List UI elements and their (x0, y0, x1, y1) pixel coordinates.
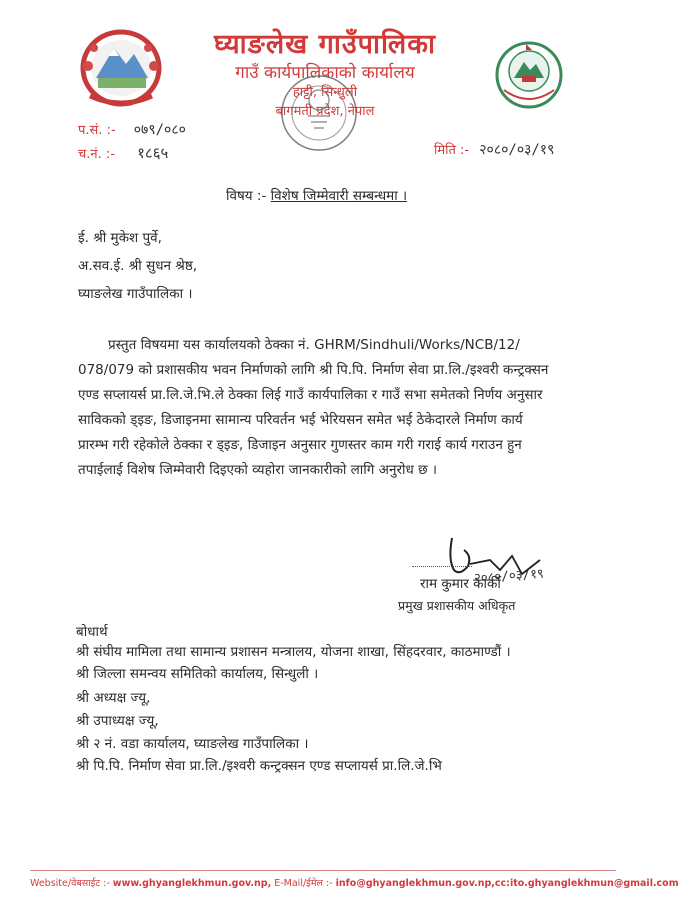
subject-line (226, 186, 407, 204)
cc-item: श्री संघीय मामिला तथा सामान्य प्रशासन मन्त्रालय, योजना शाखा, सिंहदरवार, काठमाण्डौं । (76, 644, 511, 660)
website-link[interactable]: www.ghyanglekhmun.gov.np, (112, 878, 272, 889)
cc-item: श्री पि.पि. निर्माण सेवा प्रा.लि./इश्वरी कन्ट्रक्सन एण्ड सप्लायर्स प्रा.लि.जे.भि (76, 758, 442, 774)
date-row (434, 140, 554, 159)
signature-date: २०८०/०३/१९ (473, 566, 545, 587)
office-seal-icon (278, 72, 360, 154)
municipality-logo-icon (492, 38, 566, 112)
email-label: E-Mail/ईमेल :- (274, 878, 333, 889)
body-line: 078/079 को प्रशासकीय भवन निर्माणको लागि श्री पि.पि. निर्माण सेवा प्रा.लि./इश्वरी कन्ट्रक्सन (78, 362, 549, 378)
cc-title: बोधार्थ (76, 624, 108, 640)
footer-rule (30, 870, 616, 871)
ps-row (78, 120, 186, 139)
body-line: प्रारम्भ गरी रहेकोले ठेक्का र ड्इङ, डिजाइन अनुसार गुणस्तर काम गरी गराई कार्य गराउन हुन (78, 437, 522, 453)
ps-label: प.सं. :- (78, 123, 116, 138)
addressee-1: ई. श्री मुकेश पुर्वे, (78, 230, 162, 246)
subject-label: विषय :- (226, 188, 267, 204)
email-link[interactable]: info@ghyanglekhmun.gov.np,cc:ito.ghyanglekhmun@gmail.com (335, 878, 679, 889)
cc-item: श्री जिल्ला समन्वय समितिको कार्यालय, सिन्धुली । (76, 666, 319, 682)
date-label: मिति :- (434, 143, 470, 158)
body-line: प्रस्तुत विषयमा यस कार्यालयको ठेक्का नं. GHRM/Sindhuli/Works/NCB/12/ (108, 337, 520, 353)
signatory-designation: प्रमुख प्रशासकीय अधिकृत (398, 598, 516, 613)
signatory-name: राम कुमार कार्की (420, 576, 501, 592)
office-subtitle: गाउँ कार्यपालिकाको कार्यालय (235, 63, 415, 83)
office-place: हाट्टी, सिन्धुली (292, 85, 358, 100)
body-line: तपाईलाई विशेष जिम्मेवारी दिइएको व्यहोरा जानकारीको लागि अनुरोध छ । (78, 462, 437, 478)
subject-text: विशेष जिम्मेवारी सम्बन्धमा । (270, 188, 408, 204)
body-line: एण्ड सप्लायर्स प्रा.लि.जे.भि.ले ठेक्का लिई गाउँ कार्यपालिका र गाउँ सभा समेतको निर्णय अनुसार (78, 387, 543, 403)
addressee-3: घ्याङलेख गाउँपालिका । (78, 286, 193, 302)
website-label: Website/वेबसाईट :- (30, 878, 110, 889)
cn-label: च.नं. :- (78, 147, 115, 162)
footer (30, 876, 679, 889)
body-line: साविकको ड्इङ, डिजाइनमा सामान्य परिवर्तन भई भेरियसन समेत भई ठेकेदारले निर्माण कार्य (78, 412, 523, 428)
cc-item: श्री अध्यक्ष ज्यू, (76, 690, 151, 706)
cc-item: श्री २ नं. वडा कार्यालय, घ्याङलेख गाउँपालिका । (76, 736, 309, 752)
addressee-2: अ.सव.ई. श्री सुधन श्रेष्ठ, (78, 258, 198, 274)
ps-value: ०७९/०८० (133, 122, 186, 138)
office-title: घ्याङलेख गाउँपालिका (214, 29, 436, 60)
cn-row (78, 143, 168, 163)
date-value: २०८०/०३/१९ (479, 142, 555, 158)
signature-line (412, 566, 472, 567)
cn-value: १८६५ (137, 144, 169, 162)
cc-item: श्री उपाध्यक्ष ज्यू, (76, 713, 159, 729)
body-paragraph (78, 333, 588, 483)
office-province: बागमती प्रदेश, नेपाल (275, 104, 375, 119)
